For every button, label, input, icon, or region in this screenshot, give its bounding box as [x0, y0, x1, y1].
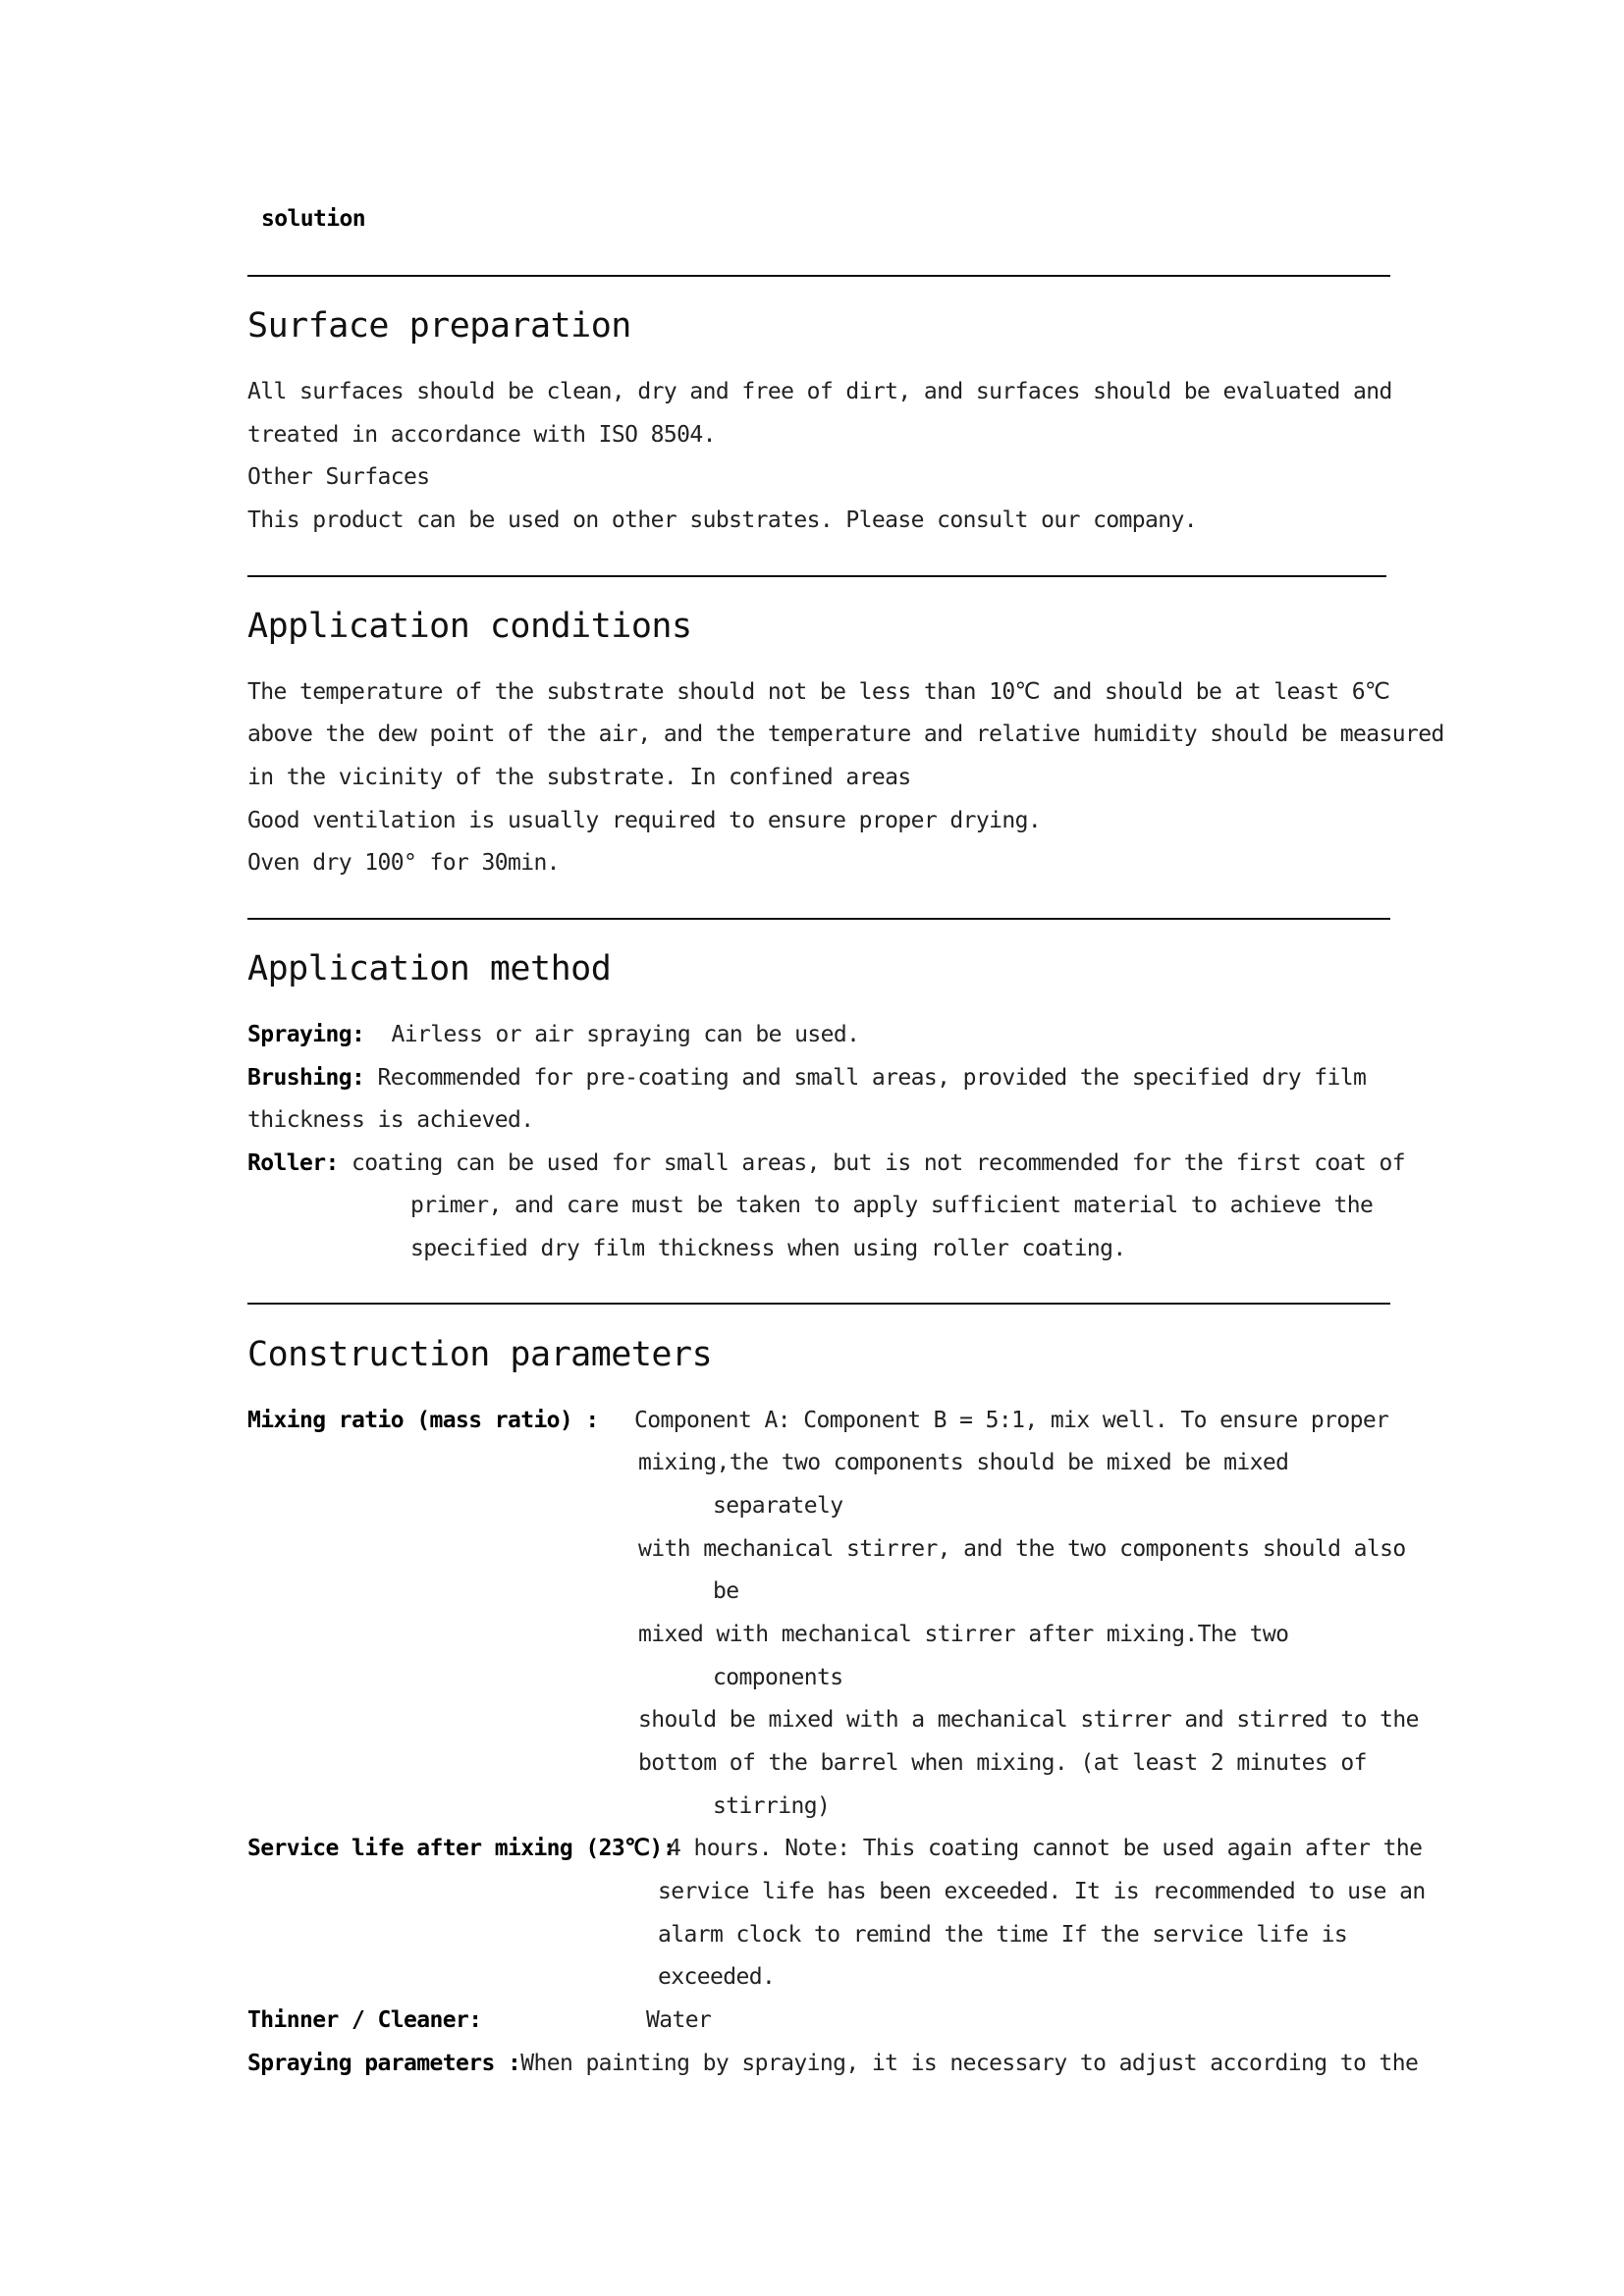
mixing-line: separately	[713, 1493, 843, 1519]
mixing-line: bottom of the barrel when mixing. (at least 2 minutes of	[638, 1750, 1367, 1776]
thinner-cleaner-label: Thinner / Cleaner:	[247, 2007, 482, 2033]
service-life-label: Service life after mixing (23℃):	[247, 1836, 676, 1861]
spraying-row	[247, 1022, 859, 1047]
brushing-label: Brushing:	[247, 1065, 365, 1091]
roller-row	[247, 1150, 1405, 1176]
paragraph-line: The temperature of the substrate should not be less than 10℃ and should be at least 6℃	[247, 679, 1390, 705]
paragraph-line: All surfaces should be clean, dry and free of dirt, and surfaces should be evaluated and	[247, 379, 1392, 404]
mixing-line: stirring)	[713, 1793, 831, 1819]
section-heading-application-conditions: Application conditions	[247, 607, 692, 646]
mixing-line: with mechanical stirrer, and the two components should also	[638, 1536, 1406, 1562]
service-line: 4 hours. Note: This coating cannot be used again after the	[668, 1836, 1423, 1861]
divider	[247, 575, 1386, 577]
mixing-line: should be mixed with a mechanical stirrer and stirred to the	[638, 1707, 1419, 1733]
service-line: service life has been exceeded. It is recommended to use an	[658, 1879, 1426, 1904]
spraying-text: Airless or air spraying can be used.	[391, 1022, 860, 1047]
divider	[247, 918, 1390, 920]
divider	[247, 1303, 1390, 1305]
divider	[247, 275, 1390, 277]
service-line: alarm clock to remind the time If the service life is	[658, 1922, 1348, 1948]
brushing-text: Recommended for pre-coating and small areas, provided the specified dry film	[377, 1065, 1367, 1091]
mixing-ratio-label: Mixing ratio (mass ratio) :	[247, 1408, 599, 1433]
spraying-parameters-text: When painting by spraying, it is necessary to adjust according to the	[520, 2051, 1419, 2076]
paragraph-line: specified dry film thickness when using roller coating.	[410, 1236, 1126, 1261]
spraying-parameters-label: Spraying parameters :	[247, 2051, 521, 2076]
top-label: solution	[261, 206, 365, 232]
section-heading-construction-parameters: Construction parameters	[247, 1335, 713, 1374]
roller-text: coating can be used for small areas, but is not recommended for the first coat of	[351, 1150, 1406, 1176]
service-line: exceeded.	[658, 1964, 776, 1990]
paragraph-line: Oven dry 100° for 30min.	[247, 850, 560, 876]
paragraph-line: thickness is achieved.	[247, 1107, 534, 1133]
paragraph-line: above the dew point of the air, and the temperature and relative humidity should be measured	[247, 721, 1444, 747]
mixing-line: mixed with mechanical stirrer after mixing.The two	[638, 1622, 1289, 1647]
spraying-parameters-row	[247, 2051, 1418, 2076]
roller-label: Roller:	[247, 1150, 339, 1176]
paragraph-line: primer, and care must be taken to apply sufficient material to achieve the	[410, 1193, 1374, 1218]
spraying-label: Spraying:	[247, 1022, 365, 1047]
section-heading-application-method: Application method	[247, 949, 612, 988]
mixing-line: mixing,the two components should be mixed be mixed	[638, 1450, 1289, 1475]
brushing-row	[247, 1065, 1366, 1091]
thinner-cleaner-value: Water	[646, 2007, 712, 2033]
mixing-line: components	[713, 1665, 843, 1690]
mixing-line: be	[713, 1578, 739, 1604]
paragraph-line: Other Surfaces	[247, 464, 430, 490]
paragraph-line: Good ventilation is usually required to ensure proper drying.	[247, 808, 1042, 833]
paragraph-line: treated in accordance with ISO 8504.	[247, 422, 716, 448]
paragraph-line: This product can be used on other substrates. Please consult our company.	[247, 507, 1198, 533]
paragraph-line: in the vicinity of the substrate. In confined areas	[247, 765, 911, 790]
section-heading-surface-preparation: Surface preparation	[247, 306, 631, 346]
mixing-line: Component A: Component B = 5:1, mix well. To ensure proper	[634, 1408, 1389, 1433]
